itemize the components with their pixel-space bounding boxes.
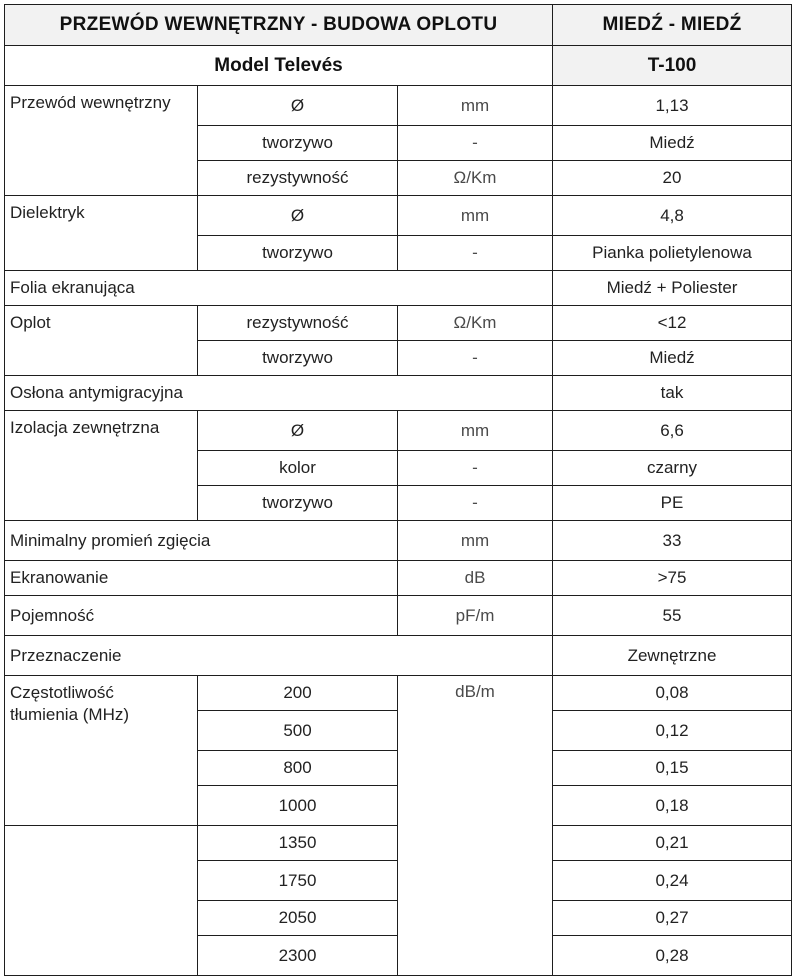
table-row [5,271,792,306]
value-cell: Miedź [553,126,792,161]
unit-cell: mm [398,86,553,126]
value-cell: 0,28 [553,936,792,976]
value-cell: Miedź + Poliester [553,271,792,306]
spec-table [4,4,792,976]
value-cell: >75 [553,561,792,596]
value-cell: Pianka polietylenowa [553,236,792,271]
param-cell: rezystywność [198,161,398,196]
value-cell: 0,24 [553,861,792,901]
freq-cell: 1350 [198,826,398,861]
value-cell: 20 [553,161,792,196]
value-cell: 4,8 [553,196,792,236]
unit-cell: Ω/Km [398,161,553,196]
antimigration-label: Osłona antymigracyjna [5,376,553,411]
empty-label-cell [5,826,198,976]
unit-cell: mm [398,196,553,236]
param-cell: tworzywo [198,126,398,161]
param-cell: kolor [198,451,398,486]
value-cell: 0,27 [553,901,792,936]
unit-cell: pF/m [398,596,553,636]
value-cell: 0,12 [553,711,792,751]
table-title: PRZEWÓD WEWNĘTRZNY - BUDOWA OPLOTU [5,5,553,46]
table-row [5,521,792,561]
param-cell: Ø [198,196,398,236]
table-row [5,676,792,711]
table-row [5,376,792,411]
value-cell: 0,15 [553,751,792,786]
param-cell: Ø [198,411,398,451]
attenuation-label [5,676,198,826]
param-cell: tworzywo [198,341,398,376]
value-cell: tak [553,376,792,411]
unit-cell: - [398,451,553,486]
foil-label: Folia ekranująca [5,271,553,306]
param-cell: rezystywność [198,306,398,341]
param-cell: Ø [198,86,398,126]
model-value: T-100 [553,46,792,86]
unit-cell: Ω/Km [398,306,553,341]
value-cell: 33 [553,521,792,561]
unit-cell: - [398,486,553,521]
cable-type: MIEDŹ - MIEDŹ [553,5,792,46]
value-cell: PE [553,486,792,521]
table-row [5,306,792,341]
bend-radius-label: Minimalny promień zgięcia [5,521,398,561]
value-cell: czarny [553,451,792,486]
unit-cell: mm [398,411,553,451]
value-cell: 55 [553,596,792,636]
freq-cell: 1000 [198,786,398,826]
shielding-label: Ekranowanie [5,561,398,596]
model-label: Model Televés [5,46,553,86]
freq-cell: 200 [198,676,398,711]
freq-cell: 800 [198,751,398,786]
value-cell: 0,08 [553,676,792,711]
capacitance-label: Pojemność [5,596,398,636]
freq-cell: 500 [198,711,398,751]
param-cell: tworzywo [198,236,398,271]
table-row [5,596,792,636]
unit-cell: - [398,236,553,271]
value-cell: 0,18 [553,786,792,826]
unit-cell: - [398,126,553,161]
model-row [5,46,792,86]
attenuation-label-line1: Częstotliwość [10,683,114,702]
unit-cell: dB [398,561,553,596]
value-cell: <12 [553,306,792,341]
param-cell: tworzywo [198,486,398,521]
freq-cell: 1750 [198,861,398,901]
dielectric-label: Dielektryk [5,196,198,271]
inner-conductor-label: Przewód wewnętrzny [5,86,198,196]
attenuation-label-line2: tłumienia (MHz) [10,705,130,724]
table-row [5,196,792,236]
freq-cell: 2300 [198,936,398,976]
value-cell: 0,21 [553,826,792,861]
value-cell: Zewnętrzne [553,636,792,676]
table-row [5,561,792,596]
unit-cell: mm [398,521,553,561]
braid-label: Oplot [5,306,198,376]
unit-cell: - [398,341,553,376]
table-row [5,86,792,126]
attenuation-unit: dB/m [398,676,553,976]
value-cell: 6,6 [553,411,792,451]
value-cell: 1,13 [553,86,792,126]
value-cell: Miedź [553,341,792,376]
outer-insulation-label: Izolacja zewnętrzna [5,411,198,521]
header-row [5,5,792,46]
freq-cell: 2050 [198,901,398,936]
table-row [5,636,792,676]
purpose-label: Przeznaczenie [5,636,553,676]
table-row [5,411,792,451]
